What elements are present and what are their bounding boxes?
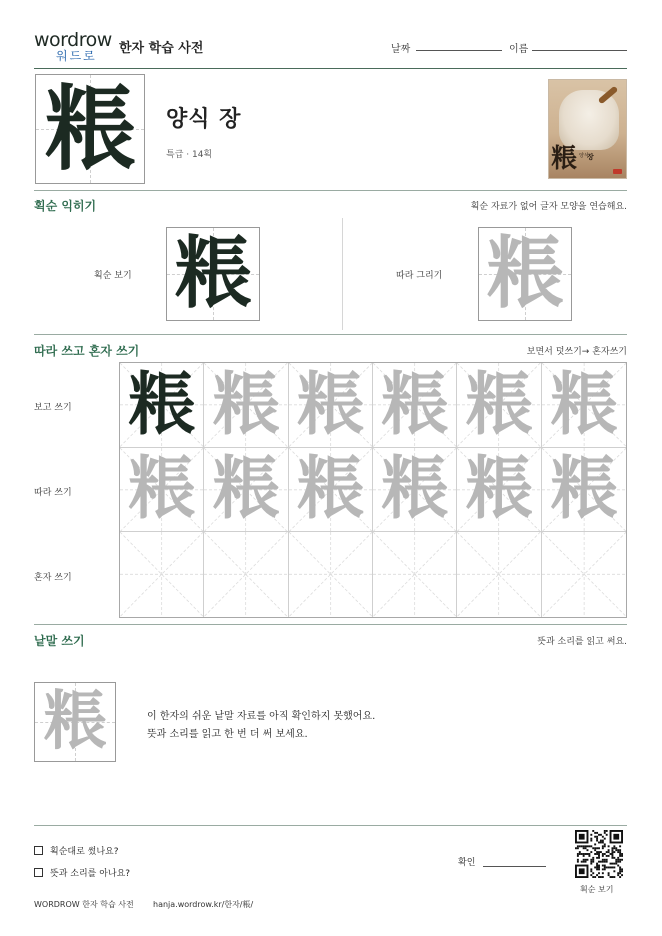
qr-module bbox=[621, 855, 623, 857]
qr-module bbox=[613, 866, 615, 868]
qr-module bbox=[596, 838, 598, 840]
qr-module bbox=[577, 861, 579, 863]
qr-module bbox=[598, 865, 600, 867]
qr-module bbox=[594, 847, 596, 849]
qr-module bbox=[604, 832, 606, 834]
meaning-line-1: 이 한자의 쉬운 낱말 자료를 아직 확인하지 못했어요. bbox=[147, 711, 376, 722]
qr-module bbox=[592, 876, 594, 878]
qr-module bbox=[610, 863, 612, 865]
qr-module bbox=[613, 870, 615, 872]
qr-module bbox=[577, 859, 579, 861]
qr-module bbox=[617, 865, 619, 867]
qr-module bbox=[610, 866, 612, 868]
header-divider bbox=[34, 68, 627, 69]
qr-module bbox=[611, 855, 613, 857]
qr-module bbox=[617, 861, 619, 863]
qr-module bbox=[619, 866, 621, 868]
qr-module bbox=[596, 868, 598, 870]
qr-module bbox=[588, 853, 590, 855]
qr-module bbox=[590, 838, 592, 840]
qr-module bbox=[606, 861, 608, 863]
model-character: 粻 bbox=[127, 364, 196, 445]
date-field[interactable] bbox=[416, 50, 502, 51]
trace-character: 粻 bbox=[380, 449, 449, 530]
qr-module bbox=[598, 842, 600, 844]
qr-module bbox=[594, 836, 596, 838]
qr-module bbox=[590, 870, 592, 872]
section-divider bbox=[34, 624, 627, 625]
qr-module bbox=[594, 876, 596, 878]
qr-module bbox=[606, 834, 608, 836]
qr-module bbox=[596, 836, 598, 838]
qr-module bbox=[598, 857, 600, 859]
practice-cell[interactable] bbox=[542, 532, 626, 617]
qr-module bbox=[619, 861, 621, 863]
qr-module bbox=[590, 868, 592, 870]
qr-module bbox=[602, 855, 604, 857]
qr-module bbox=[602, 840, 604, 842]
practice-cell[interactable] bbox=[457, 363, 541, 448]
cell-guides bbox=[120, 532, 203, 617]
practice-cell[interactable] bbox=[457, 532, 541, 617]
trace-character: 粻 bbox=[211, 449, 280, 530]
qr-module bbox=[583, 855, 585, 857]
qr-module bbox=[613, 857, 615, 859]
name-field[interactable] bbox=[532, 50, 627, 51]
trace-character: 粻 bbox=[211, 364, 280, 445]
trace-character: 粻 bbox=[296, 449, 365, 530]
qr-module bbox=[585, 845, 587, 847]
cell-guides bbox=[542, 532, 626, 617]
qr-module bbox=[608, 872, 610, 874]
qr-module bbox=[596, 865, 598, 867]
qr-module bbox=[594, 849, 596, 851]
qr-module bbox=[600, 851, 602, 853]
qr-module bbox=[598, 872, 600, 874]
qr-module bbox=[583, 845, 585, 847]
trace-box[interactable] bbox=[478, 227, 572, 321]
writing-section-title: 따라 쓰고 혼자 쓰기 bbox=[34, 344, 140, 358]
qr-module bbox=[596, 874, 598, 876]
qr-module bbox=[590, 845, 592, 847]
qr-module bbox=[581, 853, 583, 855]
practice-cell[interactable] bbox=[204, 532, 288, 617]
qr-module bbox=[594, 866, 596, 868]
stroke-view-box bbox=[166, 227, 260, 321]
qr-module bbox=[604, 843, 606, 845]
qr-module bbox=[592, 872, 594, 874]
qr-module bbox=[588, 845, 590, 847]
qr-module bbox=[611, 866, 613, 868]
qr-module bbox=[590, 851, 592, 853]
app-title: 한자 학습 사전 bbox=[119, 41, 204, 56]
qr-finder bbox=[613, 834, 619, 840]
rice-sack-illustration bbox=[559, 90, 619, 150]
qr-module bbox=[592, 830, 594, 832]
qr-module bbox=[600, 876, 602, 878]
qr-module bbox=[617, 857, 619, 859]
qr-module bbox=[613, 851, 615, 853]
qr-module bbox=[611, 876, 613, 878]
thumbnail-reading-big: 장 bbox=[587, 153, 594, 161]
qr-module bbox=[598, 868, 600, 870]
checklist-item-strokes[interactable] bbox=[34, 844, 119, 857]
qr-module bbox=[611, 863, 613, 865]
qr-module bbox=[619, 849, 621, 851]
qr-module bbox=[615, 861, 617, 863]
qr-module bbox=[602, 842, 604, 844]
cell-guides bbox=[204, 532, 287, 617]
section-divider bbox=[34, 825, 627, 826]
vertical-divider bbox=[342, 218, 343, 330]
qr-module bbox=[587, 845, 589, 847]
qr-module bbox=[619, 855, 621, 857]
cell-guides bbox=[457, 532, 540, 617]
qr-module bbox=[577, 853, 579, 855]
qr-module bbox=[581, 861, 583, 863]
qr-module bbox=[617, 851, 619, 853]
qr-module bbox=[598, 834, 600, 836]
qr-module bbox=[604, 838, 606, 840]
wordrow-logo bbox=[34, 30, 114, 64]
footer-brand: WORDROW 한자 학습 사전 bbox=[34, 900, 134, 909]
qr-module bbox=[596, 847, 598, 849]
footer-url[interactable]: hanja.wordrow.kr/한자/粻/ bbox=[153, 900, 254, 909]
qr-module bbox=[611, 857, 613, 859]
stroke-view-character: 粻 bbox=[173, 228, 252, 319]
qr-module bbox=[600, 842, 602, 844]
qr-module bbox=[600, 834, 602, 836]
qr-module bbox=[611, 847, 613, 849]
qr-code[interactable] bbox=[575, 830, 623, 878]
qr-module bbox=[596, 866, 598, 868]
word-section-title: 낱말 쓰기 bbox=[34, 634, 85, 648]
practice-cell[interactable] bbox=[289, 532, 373, 617]
qr-module bbox=[587, 849, 589, 851]
trace-character: 粻 bbox=[549, 364, 618, 445]
qr-module bbox=[617, 872, 619, 874]
qr-module bbox=[596, 851, 598, 853]
logo-wordmark: wordrow bbox=[34, 29, 112, 51]
qr-finder bbox=[579, 834, 585, 840]
qr-module bbox=[606, 851, 608, 853]
qr-caption: 획순 보기 bbox=[580, 885, 614, 894]
qr-module bbox=[585, 859, 587, 861]
qr-module bbox=[604, 830, 606, 832]
qr-module bbox=[602, 859, 604, 861]
qr-module bbox=[608, 851, 610, 853]
checklist-item-meaning[interactable] bbox=[34, 866, 130, 879]
qr-module bbox=[621, 870, 623, 872]
qr-module bbox=[598, 847, 600, 849]
qr-module bbox=[590, 861, 592, 863]
section-divider bbox=[34, 190, 627, 191]
qr-module bbox=[602, 845, 604, 847]
qr-module bbox=[619, 859, 621, 861]
qr-module bbox=[608, 849, 610, 851]
qr-module bbox=[585, 861, 587, 863]
date-label: 날짜 bbox=[391, 44, 411, 55]
qr-module bbox=[602, 853, 604, 855]
qr-module bbox=[575, 847, 577, 849]
qr-module bbox=[615, 863, 617, 865]
practice-cell[interactable] bbox=[120, 532, 204, 617]
qr-module bbox=[596, 863, 598, 865]
trace-character: 粻 bbox=[380, 364, 449, 445]
qr-module bbox=[615, 847, 617, 849]
trace-character: 粻 bbox=[296, 364, 365, 445]
checkbox[interactable] bbox=[34, 846, 43, 855]
thumbnail-badge bbox=[613, 169, 622, 174]
qr-module bbox=[619, 868, 621, 870]
qr-module bbox=[621, 868, 623, 870]
practice-cell[interactable] bbox=[542, 363, 626, 448]
qr-module bbox=[617, 874, 619, 876]
practice-cell[interactable] bbox=[204, 448, 288, 533]
name-label: 이름 bbox=[509, 44, 529, 55]
stroke-view-label: 획순 보기 bbox=[94, 271, 132, 281]
qr-module bbox=[598, 853, 600, 855]
qr-module bbox=[598, 861, 600, 863]
qr-module bbox=[590, 874, 592, 876]
qr-module bbox=[613, 845, 615, 847]
qr-module bbox=[590, 840, 592, 842]
stroke-section-note: 획순 자료가 없어 글자 모양을 연습해요. bbox=[470, 202, 627, 212]
qr-module bbox=[592, 847, 594, 849]
qr-module bbox=[592, 861, 594, 863]
qr-module bbox=[579, 853, 581, 855]
qr-module bbox=[590, 834, 592, 836]
qr-module bbox=[613, 863, 615, 865]
qr-module bbox=[604, 865, 606, 867]
trace-character: 粻 bbox=[549, 449, 618, 530]
practice-cell[interactable] bbox=[204, 363, 288, 448]
qr-module bbox=[592, 857, 594, 859]
qr-module bbox=[604, 866, 606, 868]
row-label-alone: 혼자 쓰기 bbox=[34, 573, 72, 583]
practice-cell[interactable] bbox=[457, 448, 541, 533]
qr-module bbox=[606, 830, 608, 832]
thumbnail-character: 粻 bbox=[551, 144, 578, 174]
qr-module bbox=[619, 851, 621, 853]
main-character: 粻 bbox=[43, 75, 136, 183]
trace-character: 粻 bbox=[464, 449, 533, 530]
qr-module bbox=[604, 861, 606, 863]
qr-module bbox=[602, 868, 604, 870]
practice-grid[interactable] bbox=[119, 362, 627, 618]
confirm-field[interactable] bbox=[483, 866, 546, 867]
qr-module bbox=[598, 851, 600, 853]
qr-module bbox=[611, 851, 613, 853]
qr-module bbox=[590, 863, 592, 865]
qr-module bbox=[608, 874, 610, 876]
qr-module bbox=[590, 859, 592, 861]
qr-module bbox=[583, 859, 585, 861]
cell-guides bbox=[373, 532, 456, 617]
practice-cell[interactable] bbox=[289, 448, 373, 533]
qr-module bbox=[615, 859, 617, 861]
qr-module bbox=[602, 872, 604, 874]
qr-module bbox=[606, 866, 608, 868]
practice-cell[interactable] bbox=[373, 448, 457, 533]
qr-module bbox=[583, 847, 585, 849]
qr-module bbox=[587, 859, 589, 861]
practice-cell[interactable] bbox=[289, 363, 373, 448]
qr-module bbox=[594, 843, 596, 845]
logo-korean: 워드로 bbox=[56, 49, 97, 63]
qr-module bbox=[613, 847, 615, 849]
qr-module bbox=[619, 853, 621, 855]
cell-guides bbox=[289, 532, 372, 617]
practice-cell[interactable] bbox=[373, 532, 457, 617]
qr-module bbox=[587, 853, 589, 855]
qr-module bbox=[602, 861, 604, 863]
qr-module bbox=[604, 868, 606, 870]
qr-module bbox=[606, 855, 608, 857]
qr-module bbox=[577, 855, 579, 857]
qr-module bbox=[602, 836, 604, 838]
grade-strokes: 특급 · 14획 bbox=[166, 150, 213, 160]
qr-module bbox=[619, 872, 621, 874]
qr-module bbox=[619, 870, 621, 872]
word-character-box[interactable] bbox=[34, 682, 116, 762]
qr-module bbox=[585, 847, 587, 849]
trace-label: 따라 그리기 bbox=[396, 271, 443, 281]
qr-module bbox=[594, 853, 596, 855]
checklist-label: 획순대로 썼나요? bbox=[50, 847, 119, 857]
qr-module bbox=[577, 847, 579, 849]
qr-module bbox=[621, 859, 623, 861]
qr-code-graphic bbox=[575, 830, 623, 878]
qr-module bbox=[596, 857, 598, 859]
qr-module bbox=[592, 859, 594, 861]
qr-finder bbox=[579, 868, 585, 874]
qr-module bbox=[608, 855, 610, 857]
qr-module bbox=[611, 853, 613, 855]
checkbox[interactable] bbox=[34, 868, 43, 877]
qr-module bbox=[588, 855, 590, 857]
trace-character: 粻 bbox=[127, 449, 196, 530]
qr-module bbox=[610, 853, 612, 855]
qr-module bbox=[621, 853, 623, 855]
qr-module bbox=[608, 866, 610, 868]
row-label-trace: 따라 쓰기 bbox=[34, 488, 72, 498]
practice-cell[interactable] bbox=[120, 448, 204, 533]
qr-module bbox=[583, 861, 585, 863]
character-reading: 양식 장 bbox=[166, 107, 242, 132]
qr-module bbox=[581, 845, 583, 847]
qr-module bbox=[602, 865, 604, 867]
qr-module bbox=[579, 851, 581, 853]
qr-module bbox=[604, 859, 606, 861]
qr-module bbox=[600, 840, 602, 842]
writing-section-note: 보면서 덧쓰기→ 혼자쓰기 bbox=[526, 347, 627, 357]
stroke-section-title: 획순 익히기 bbox=[34, 199, 97, 213]
qr-module bbox=[621, 874, 623, 876]
qr-module bbox=[613, 876, 615, 878]
trace-character: 粻 bbox=[485, 228, 564, 319]
practice-cell[interactable] bbox=[373, 363, 457, 448]
qr-module bbox=[617, 849, 619, 851]
main-character-box bbox=[35, 74, 145, 184]
qr-module bbox=[604, 853, 606, 855]
word-section-note: 뜻과 소리를 읽고 써요. bbox=[537, 637, 627, 647]
qr-module bbox=[619, 876, 621, 878]
section-divider bbox=[34, 334, 627, 335]
character-thumbnail bbox=[548, 79, 627, 179]
qr-module bbox=[606, 859, 608, 861]
qr-module bbox=[611, 849, 613, 851]
qr-module bbox=[598, 876, 600, 878]
qr-module bbox=[577, 845, 579, 847]
qr-module bbox=[598, 866, 600, 868]
meaning-line-2: 뜻과 소리를 읽고 한 번 더 써 보세요. bbox=[147, 729, 308, 740]
row-label-look: 보고 쓰기 bbox=[34, 403, 72, 413]
qr-module bbox=[598, 855, 600, 857]
word-meaning-text bbox=[147, 708, 375, 744]
qr-module bbox=[619, 845, 621, 847]
practice-cell[interactable] bbox=[542, 448, 626, 533]
qr-module bbox=[583, 853, 585, 855]
qr-module bbox=[615, 849, 617, 851]
qr-module bbox=[596, 840, 598, 842]
qr-module bbox=[600, 861, 602, 863]
qr-module bbox=[579, 845, 581, 847]
word-character: 粻 bbox=[43, 684, 107, 759]
confirm-label: 확인 bbox=[458, 858, 476, 868]
qr-module bbox=[602, 847, 604, 849]
qr-module bbox=[617, 859, 619, 861]
qr-module bbox=[596, 853, 598, 855]
qr-module bbox=[602, 876, 604, 878]
thumbnail-reading-small: 양식 bbox=[579, 153, 589, 159]
qr-module bbox=[608, 845, 610, 847]
qr-module bbox=[585, 853, 587, 855]
checklist-label: 뜻과 소리를 아나요? bbox=[50, 869, 131, 879]
qr-module bbox=[604, 845, 606, 847]
trace-character: 粻 bbox=[464, 364, 533, 445]
qr-module bbox=[610, 876, 612, 878]
practice-cell[interactable] bbox=[120, 363, 204, 448]
qr-module bbox=[594, 832, 596, 834]
qr-module bbox=[596, 832, 598, 834]
